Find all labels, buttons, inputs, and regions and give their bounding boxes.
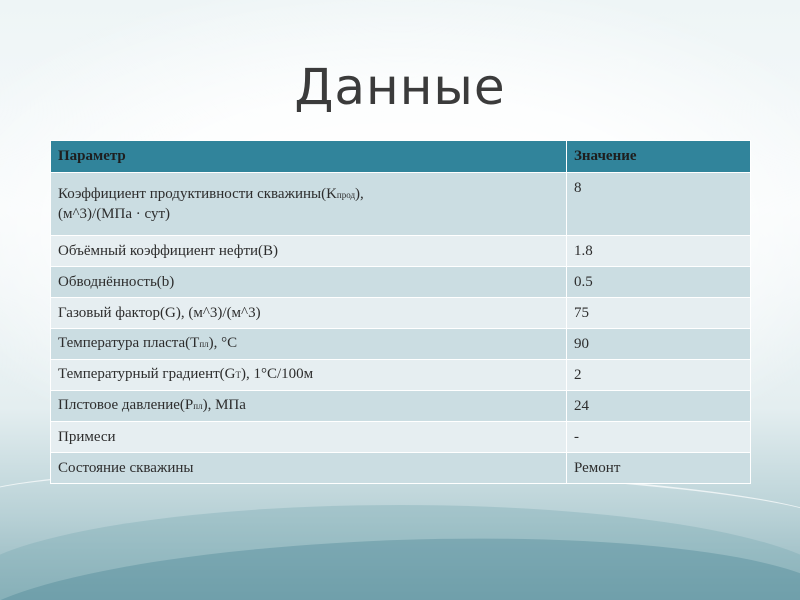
table-row: [51, 267, 751, 298]
value-cell: 90: [567, 329, 751, 360]
slide-title: Данные: [294, 58, 506, 116]
table-header-row: [51, 141, 751, 173]
value-cell: 8: [567, 173, 751, 236]
parameter-cell: Коэффициент продуктивности скважины(Kпрод), (м^3)/(МПа · сут): [51, 173, 567, 236]
table-row: [51, 173, 751, 236]
table-row: [51, 360, 751, 391]
column-header-parameter: Параметр: [51, 141, 567, 173]
parameter-cell: Состояние скважины: [51, 453, 567, 484]
table-row: [51, 453, 751, 484]
parameter-cell: Плстовое давление(Pпл), МПа: [51, 391, 567, 422]
value-cell: Ремонт: [567, 453, 751, 484]
parameter-cell: Газовый фактор(G), (м^3)/(м^3): [51, 298, 567, 329]
table-row: [51, 422, 751, 453]
parameter-cell: Обводнённость(b): [51, 267, 567, 298]
column-header-value: Значение: [567, 141, 751, 173]
table-row: [51, 236, 751, 267]
value-cell: 0.5: [567, 267, 751, 298]
background-wave: [0, 525, 800, 600]
table-row: [51, 298, 751, 329]
value-cell: 2: [567, 360, 751, 391]
parameter-cell: Температурный градиент(GT), 1°C/100м: [51, 360, 567, 391]
background-wave: [0, 505, 800, 600]
parameter-cell: Примеси: [51, 422, 567, 453]
value-cell: 24: [567, 391, 751, 422]
parameter-cell: Объёмный коэффициент нефти(B): [51, 236, 567, 267]
value-cell: -: [567, 422, 751, 453]
data-table: [50, 140, 751, 484]
table-row: [51, 329, 751, 360]
value-cell: 75: [567, 298, 751, 329]
table-row: [51, 391, 751, 422]
value-cell: 1.8: [567, 236, 751, 267]
parameter-cell: Температура пласта(Tпл), °C: [51, 329, 567, 360]
